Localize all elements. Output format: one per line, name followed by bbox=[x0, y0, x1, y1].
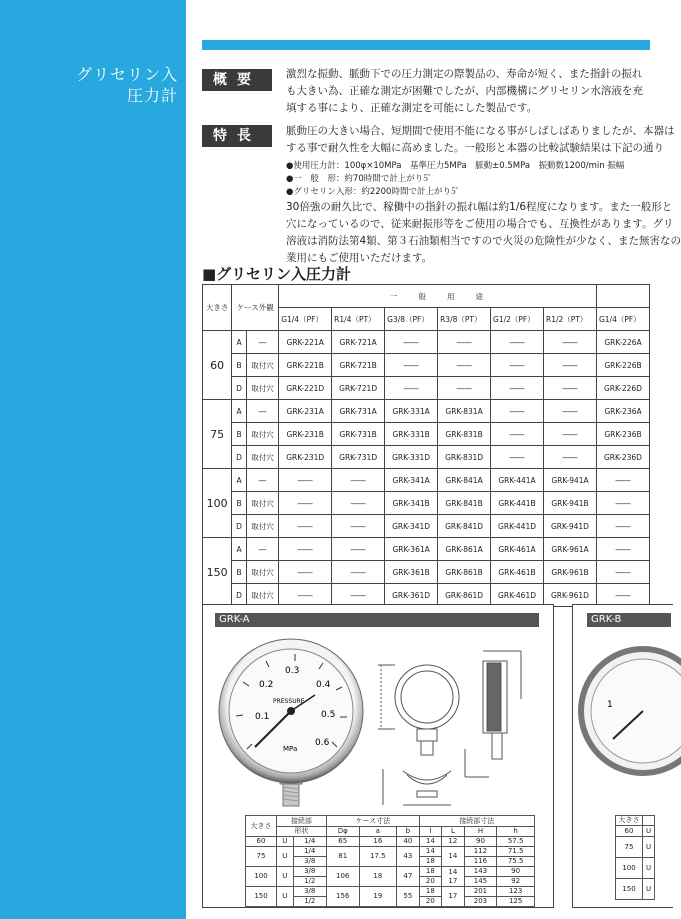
header-case: ケース外観 bbox=[232, 285, 279, 331]
dim-cell bbox=[442, 867, 465, 887]
table-row bbox=[203, 561, 650, 584]
feature-bullet: ●使用圧力計：100φ×10MPa 基準圧力5MPa 脈動±0.5MPa 振動数1200/min 振幅 bbox=[286, 161, 625, 171]
dim-cell: 1/2 bbox=[293, 897, 326, 907]
model-cell: GRK-861A bbox=[438, 538, 491, 561]
dim-header: ケース寸法 bbox=[326, 816, 419, 827]
panel-grk-b bbox=[572, 604, 673, 908]
model-cell: ―― bbox=[544, 423, 597, 446]
dim-cell: U bbox=[277, 847, 294, 867]
table-row bbox=[203, 400, 650, 423]
model-cell: GRK-841D bbox=[438, 515, 491, 538]
model-cell: GRK-721D bbox=[332, 377, 385, 400]
model-cell: GRK-331D bbox=[385, 446, 438, 469]
feature-bullet: ●一 般 形：約70時間で計上がり5ﾟ bbox=[286, 174, 433, 184]
case-cell: 取付穴 bbox=[246, 446, 278, 469]
model-cell: ―― bbox=[596, 561, 649, 584]
model-cell: GRK-841B bbox=[438, 492, 491, 515]
type-cell: D bbox=[232, 515, 246, 538]
dim-header-conn: 接続部 bbox=[290, 816, 312, 825]
table-row bbox=[203, 331, 650, 354]
dim-header: 大きさ bbox=[246, 816, 277, 837]
model-cell: GRK-221D bbox=[279, 377, 332, 400]
dim-cell: 65 bbox=[326, 837, 359, 847]
table-row bbox=[203, 515, 650, 538]
panel-title: GRK-A bbox=[215, 613, 539, 627]
model-cell: GRK-731D bbox=[332, 446, 385, 469]
model-cell: GRK-226A bbox=[596, 331, 649, 354]
case-cell: 取付穴 bbox=[246, 561, 278, 584]
case-cell: ― bbox=[246, 331, 278, 354]
dim-cell: U bbox=[643, 826, 655, 837]
type-cell: D bbox=[232, 446, 246, 469]
dim-cell: 125 bbox=[497, 897, 535, 907]
model-cell: GRK-361A bbox=[385, 538, 438, 561]
model-cell: GRK-236D bbox=[596, 446, 649, 469]
model-cell: GRK-236B bbox=[596, 423, 649, 446]
features-text: 脈動圧の大きい場合、短期間で使用不能になる事がしばしばありましたが、本器は する事で耐久性を大幅に高めました。一般形と本器の比較試験結果は下記の通り bbox=[286, 125, 675, 154]
overview-label: 概要 bbox=[202, 69, 272, 91]
dim-header-shape: 形状 bbox=[277, 827, 327, 837]
model-cell: ―― bbox=[596, 469, 649, 492]
model-cell: GRK-721A bbox=[332, 331, 385, 354]
model-cell: ―― bbox=[491, 354, 544, 377]
type-cell: D bbox=[232, 584, 246, 607]
dim-subheader: Dφ bbox=[326, 827, 359, 837]
model-cell: ―― bbox=[491, 400, 544, 423]
dim-cell: 3/8 bbox=[293, 887, 326, 897]
table-row bbox=[203, 446, 650, 469]
model-cell: GRK-441A bbox=[491, 469, 544, 492]
dim-cell: 14 bbox=[442, 847, 465, 867]
model-cell: GRK-721B bbox=[332, 354, 385, 377]
dim-cell-part: 17 bbox=[448, 876, 458, 885]
model-cell: ―― bbox=[596, 584, 649, 607]
dim-header bbox=[643, 816, 655, 826]
dim-subheader: l bbox=[419, 827, 442, 837]
model-cell: GRK-231D bbox=[279, 446, 332, 469]
case-cell: 取付穴 bbox=[246, 492, 278, 515]
dim-cell: 12 bbox=[442, 837, 465, 847]
model-cell: GRK-236A bbox=[596, 400, 649, 423]
sidebar bbox=[0, 0, 186, 919]
model-cell: ―― bbox=[544, 377, 597, 400]
dim-cell: 106 bbox=[326, 867, 359, 887]
dimension-table bbox=[615, 815, 655, 900]
model-cell: GRK-331B bbox=[385, 423, 438, 446]
model-cell: GRK-461B bbox=[491, 561, 544, 584]
dim-header: 接続部寸法 bbox=[419, 816, 534, 827]
model-cell: GRK-231B bbox=[279, 423, 332, 446]
dim-cell: 43 bbox=[397, 847, 420, 867]
gauge-label: 0.6 bbox=[315, 738, 330, 748]
model-cell: GRK-441B bbox=[491, 492, 544, 515]
dim-cell: 20 bbox=[419, 877, 442, 887]
dim-cell: 19 bbox=[359, 887, 397, 907]
column-header: R3/8（PT） bbox=[438, 308, 491, 331]
column-header: G3/8（PF） bbox=[385, 308, 438, 331]
model-cell: ―― bbox=[544, 354, 597, 377]
dim-cell: 100 bbox=[246, 867, 277, 887]
table-row bbox=[203, 377, 650, 400]
model-cell: ―― bbox=[544, 400, 597, 423]
model-cell: ―― bbox=[279, 515, 332, 538]
gauge-illustration bbox=[203, 629, 553, 829]
dim-row bbox=[246, 887, 535, 897]
model-cell: ―― bbox=[279, 469, 332, 492]
header-bar bbox=[202, 40, 650, 50]
table-row bbox=[203, 423, 650, 446]
features-label: 特長 bbox=[202, 125, 272, 147]
dim-cell: U bbox=[643, 879, 655, 900]
model-cell: ―― bbox=[332, 492, 385, 515]
dim-cell: 47 bbox=[397, 867, 420, 887]
type-cell: A bbox=[232, 538, 246, 561]
dim-cell: 145 bbox=[464, 877, 497, 887]
type-cell: A bbox=[232, 469, 246, 492]
dim-header bbox=[277, 816, 327, 827]
type-cell: A bbox=[232, 331, 246, 354]
case-cell: 取付穴 bbox=[246, 584, 278, 607]
model-cell: GRK-861D bbox=[438, 584, 491, 607]
dim-cell: 18 bbox=[419, 867, 442, 877]
dim-cell-part: 14 bbox=[448, 867, 458, 876]
gauge-illustration bbox=[573, 641, 653, 781]
model-cell: ―― bbox=[438, 354, 491, 377]
dim-cell: 90 bbox=[497, 867, 535, 877]
dim-cell: 57.5 bbox=[497, 837, 535, 847]
dim-cell: U bbox=[277, 887, 294, 907]
model-cell: GRK-961A bbox=[544, 538, 597, 561]
dim-subheader-row bbox=[246, 827, 535, 837]
case-cell: ― bbox=[246, 400, 278, 423]
size-cell: 150 bbox=[203, 538, 232, 607]
model-cell: ―― bbox=[544, 446, 597, 469]
dim-cell: U bbox=[277, 837, 294, 847]
model-cell: ―― bbox=[491, 377, 544, 400]
dim-cell: 40 bbox=[397, 837, 420, 847]
dim-row bbox=[616, 858, 655, 879]
dim-subheader: h bbox=[497, 827, 535, 837]
feature-bullet: ●グリセリン入形：約2200時間で計上がり5ﾟ bbox=[286, 187, 460, 197]
dim-row bbox=[616, 826, 655, 837]
case-cell: 取付穴 bbox=[246, 377, 278, 400]
table-title: ■グリセリン入圧力計 bbox=[202, 265, 352, 283]
model-cell: GRK-341A bbox=[385, 469, 438, 492]
case-cell: 取付穴 bbox=[246, 515, 278, 538]
gauge-icon bbox=[219, 639, 363, 806]
model-cell: GRK-221A bbox=[279, 331, 332, 354]
dim-cell: 17.5 bbox=[359, 847, 397, 867]
dim-row bbox=[246, 837, 535, 847]
dim-cell: 18 bbox=[419, 857, 442, 867]
model-cell: GRK-226B bbox=[596, 354, 649, 377]
features-text-after: 30倍強の耐久比で、稼働中の指針の振れ幅は約1/6程度になります。また一般形と 穴になっているので、従来耐振形等をご使用の場合でも、互換性があります。グリ 溶液は消防法第4類、第３石油類相当ですので火災の危険性が少なく、また無害なの 業用にもご使用いただけます。 bbox=[286, 201, 681, 264]
gauge-icon bbox=[581, 649, 681, 773]
model-cell: ―― bbox=[544, 331, 597, 354]
type-cell: B bbox=[232, 492, 246, 515]
table-row bbox=[203, 538, 650, 561]
model-cell: ―― bbox=[596, 515, 649, 538]
panel-title: GRK-B bbox=[587, 613, 671, 627]
model-cell: ―― bbox=[332, 538, 385, 561]
dim-cell: 14 bbox=[419, 847, 442, 857]
gauge-brand: PRESSURE bbox=[273, 698, 305, 705]
model-cell: ―― bbox=[279, 561, 332, 584]
dim-subheader: L bbox=[442, 827, 465, 837]
dim-subheader: a bbox=[359, 827, 397, 837]
model-cell: ―― bbox=[385, 331, 438, 354]
model-cell: GRK-461D bbox=[491, 584, 544, 607]
header-extra bbox=[596, 285, 649, 308]
dim-cell: 90 bbox=[464, 837, 497, 847]
overview-text: 激烈な振動、脈動下での圧力測定の際製品の、寿命が短く、また指針の振れ も大きい為、正確な測定が困難でしたが、内部機構にグリセリン水溶液を充 填する事により、正確な測定を可能にした製品です。 bbox=[286, 68, 643, 114]
type-cell: A bbox=[232, 400, 246, 423]
dim-cell: 14 bbox=[419, 837, 442, 847]
dim-row bbox=[616, 879, 655, 900]
header-size: 大きさ bbox=[203, 285, 232, 331]
header-general: 一 般 用 途 bbox=[279, 285, 597, 308]
dim-cell: 1/4 bbox=[293, 837, 326, 847]
model-cell: GRK-231A bbox=[279, 400, 332, 423]
model-cell: GRK-941D bbox=[544, 515, 597, 538]
case-cell: 取付穴 bbox=[246, 354, 278, 377]
dim-cell: 71.5 bbox=[497, 847, 535, 857]
product-table bbox=[202, 284, 650, 607]
dim-cell: 18 bbox=[359, 867, 397, 887]
size-cell: 60 bbox=[203, 331, 232, 400]
model-cell: ―― bbox=[491, 446, 544, 469]
dim-cell: 60 bbox=[246, 837, 277, 847]
column-header: R1/2（PT） bbox=[544, 308, 597, 331]
dim-cell: U bbox=[643, 858, 655, 879]
model-cell: ―― bbox=[332, 584, 385, 607]
dim-cell: 20 bbox=[419, 897, 442, 907]
model-cell: ―― bbox=[279, 492, 332, 515]
case-cell: ― bbox=[246, 538, 278, 561]
dim-cell: 60 bbox=[616, 826, 643, 837]
case-cell: ― bbox=[246, 469, 278, 492]
model-cell: GRK-731B bbox=[332, 423, 385, 446]
column-header: R1/4（PT） bbox=[332, 308, 385, 331]
dim-cell: 1/2 bbox=[293, 877, 326, 887]
column-header: G1/2（PF） bbox=[491, 308, 544, 331]
panel-grk-a bbox=[202, 604, 554, 908]
model-cell: GRK-361B bbox=[385, 561, 438, 584]
model-cell: GRK-841A bbox=[438, 469, 491, 492]
dim-row bbox=[246, 847, 535, 857]
type-cell: B bbox=[232, 561, 246, 584]
model-cell: GRK-221B bbox=[279, 354, 332, 377]
gauge-label: 0.1 bbox=[255, 712, 270, 722]
column-header: G1/4（PF） bbox=[279, 308, 332, 331]
dim-cell: 81 bbox=[326, 847, 359, 867]
model-cell: ―― bbox=[385, 377, 438, 400]
dim-cell: 156 bbox=[326, 887, 359, 907]
gauge-label: 0.3 bbox=[285, 666, 300, 676]
dim-cell: 143 bbox=[464, 867, 497, 877]
model-cell: GRK-961B bbox=[544, 561, 597, 584]
model-cell: ―― bbox=[438, 331, 491, 354]
model-cell: GRK-731A bbox=[332, 400, 385, 423]
case-cell: 取付穴 bbox=[246, 423, 278, 446]
dim-cell: U bbox=[643, 837, 655, 858]
gauge-unit: MPa bbox=[283, 745, 298, 753]
dimension-drawing-icon bbox=[378, 651, 521, 805]
model-cell: GRK-831A bbox=[438, 400, 491, 423]
dimension-table bbox=[245, 815, 535, 907]
dim-cell: 3/8 bbox=[293, 857, 326, 867]
dim-cell: 116 bbox=[464, 857, 497, 867]
dim-subheader: H bbox=[464, 827, 497, 837]
dim-cell: 16 bbox=[359, 837, 397, 847]
model-cell: ―― bbox=[279, 538, 332, 561]
model-cell: GRK-861B bbox=[438, 561, 491, 584]
dim-cell: 112 bbox=[464, 847, 497, 857]
size-cell: 100 bbox=[203, 469, 232, 538]
gauge-label: 0.5 bbox=[321, 710, 336, 720]
column-header: G1/4（PF） bbox=[596, 308, 649, 331]
type-cell: B bbox=[232, 354, 246, 377]
model-cell: ―― bbox=[596, 538, 649, 561]
dim-cell: 75.5 bbox=[497, 857, 535, 867]
dim-cell: 92 bbox=[497, 877, 535, 887]
model-cell: ―― bbox=[332, 561, 385, 584]
model-cell: GRK-341B bbox=[385, 492, 438, 515]
dim-cell: 17 bbox=[442, 887, 465, 907]
model-cell: GRK-461A bbox=[491, 538, 544, 561]
category-title: グリセリン入 圧力計 bbox=[76, 65, 178, 105]
model-cell: ―― bbox=[279, 584, 332, 607]
product-table-wrap bbox=[202, 284, 650, 600]
size-cell: 75 bbox=[203, 400, 232, 469]
model-cell: GRK-941B bbox=[544, 492, 597, 515]
model-cell: ―― bbox=[332, 515, 385, 538]
dim-subheader: b bbox=[397, 827, 420, 837]
dim-cell: 75 bbox=[246, 847, 277, 867]
model-cell: ―― bbox=[438, 377, 491, 400]
dim-cell: 1/4 bbox=[293, 847, 326, 857]
model-cell: GRK-941A bbox=[544, 469, 597, 492]
dim-cell: 55 bbox=[397, 887, 420, 907]
type-cell: B bbox=[232, 423, 246, 446]
dim-cell: 18 bbox=[419, 887, 442, 897]
model-cell: ―― bbox=[385, 354, 438, 377]
table-row bbox=[203, 492, 650, 515]
model-cell: GRK-341D bbox=[385, 515, 438, 538]
dim-cell: 75 bbox=[616, 837, 643, 858]
model-cell: GRK-831D bbox=[438, 446, 491, 469]
dim-cell: 201 bbox=[464, 887, 497, 897]
dim-cell: 123 bbox=[497, 887, 535, 897]
dim-cell: 150 bbox=[616, 879, 643, 900]
table-row bbox=[203, 469, 650, 492]
dim-header: 大きさ bbox=[616, 816, 643, 826]
table-row bbox=[203, 354, 650, 377]
model-cell: ―― bbox=[332, 469, 385, 492]
model-cell: GRK-331A bbox=[385, 400, 438, 423]
dim-cell: U bbox=[277, 867, 294, 887]
dim-cell: 3/8 bbox=[293, 867, 326, 877]
model-cell: GRK-226D bbox=[596, 377, 649, 400]
dim-row bbox=[246, 867, 535, 877]
model-cell: GRK-361D bbox=[385, 584, 438, 607]
type-cell: D bbox=[232, 377, 246, 400]
gauge-label: 0.4 bbox=[316, 680, 331, 690]
dim-cell: 100 bbox=[616, 858, 643, 879]
model-cell: ―― bbox=[491, 331, 544, 354]
dim-cell: 150 bbox=[246, 887, 277, 907]
dim-cell: 203 bbox=[464, 897, 497, 907]
model-cell: GRK-961D bbox=[544, 584, 597, 607]
gauge-label: 0.2 bbox=[259, 680, 274, 690]
model-cell: GRK-441D bbox=[491, 515, 544, 538]
model-cell: GRK-831B bbox=[438, 423, 491, 446]
model-cell: ―― bbox=[596, 492, 649, 515]
dim-row bbox=[616, 837, 655, 858]
svg-text:1: 1 bbox=[607, 700, 613, 710]
model-cell: ―― bbox=[491, 423, 544, 446]
